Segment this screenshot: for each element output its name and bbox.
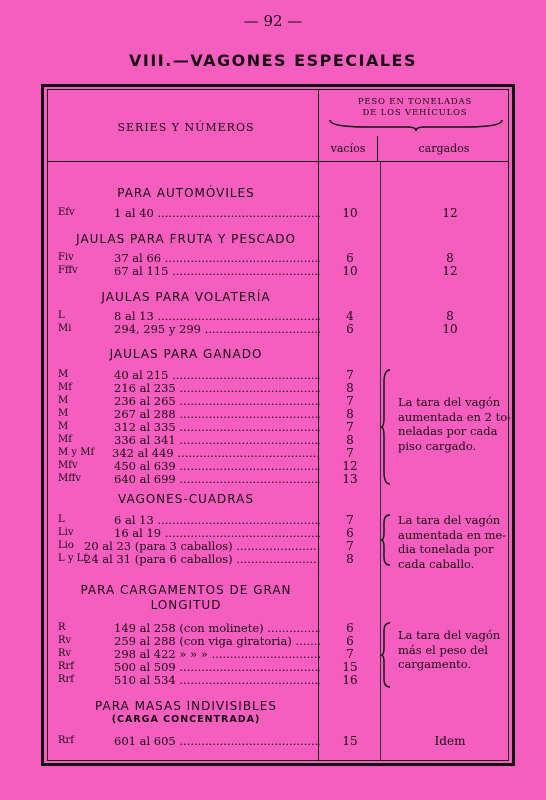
section-subtitle: (CARGA CONCENTRADA) (111, 714, 261, 725)
note-line: aumentada en 2 to- (398, 409, 512, 424)
weight-empty: 6 (346, 621, 354, 635)
section-title: PARA MASAS INDIVISIBLES (95, 699, 277, 713)
series-range: 500 al 509 ..... (114, 660, 320, 674)
header-series: SERIES Y NÚMEROS (117, 121, 255, 134)
series-code: R (58, 622, 66, 633)
weight-loaded: 8 (446, 251, 454, 265)
series-code: Rrf (58, 661, 75, 672)
series-range: 294, 295 y 299 ..... (114, 322, 320, 336)
series-range: 16 al 19 ..... (114, 526, 320, 540)
weight-empty: 8 (346, 407, 354, 421)
weight-empty: 10 (342, 264, 358, 278)
series-range: 40 al 215 ..... (114, 368, 320, 382)
weight-loaded: 12 (442, 206, 458, 220)
note-line: neladas por cada (398, 424, 498, 438)
table-row (58, 539, 320, 553)
weight-empty: 7 (346, 647, 354, 661)
header-weight-line2: DE LOS VEHÍCULOS (362, 108, 468, 118)
table-row (58, 446, 320, 460)
table-row (58, 526, 320, 540)
section-title: PARA AUTOMÓVILES (117, 186, 255, 200)
weight-empty: 7 (346, 446, 354, 460)
weight-empty: 12 (342, 459, 358, 473)
brace-icon (380, 368, 394, 486)
series-code: Rv (58, 648, 72, 659)
weight-empty: 6 (346, 251, 354, 265)
series-range: 510 al 534 ..... (114, 673, 320, 687)
series-range: 149 al 258 (con molinete) ..... (114, 621, 320, 635)
series-code: M (58, 421, 69, 432)
subheader-divider (377, 136, 378, 161)
weight-empty: 15 (342, 734, 358, 748)
series-range: 67 al 115 ..... (114, 264, 320, 278)
series-range: 336 al 341 ..... (114, 433, 320, 447)
note-text (398, 628, 512, 672)
weight-empty: 13 (342, 472, 358, 486)
section-title: JAULAS PARA VOLATERÍA (101, 290, 271, 304)
series-code: Mf (58, 434, 72, 445)
note-line: cargamento. (398, 657, 472, 671)
series-range: 37 al 66 ..... (114, 251, 320, 265)
table-row (58, 552, 320, 566)
series-code: Mffv (58, 473, 81, 484)
series-range: 20 al 23 (para 3 caballos) ..... (84, 539, 320, 553)
series-range: 601 al 605 ..... (114, 734, 320, 748)
section-title: PARA CARGAMENTOS DE GRAN (80, 583, 292, 597)
note-line: dia tonelada por (398, 542, 494, 556)
note-line: La tara del vagón (398, 628, 501, 642)
series-code: Lio (58, 540, 74, 551)
series-code: L y Lf (58, 553, 87, 564)
note-line: piso cargado. (398, 438, 477, 453)
series-range: 236 al 265 ..... (114, 394, 320, 408)
note-line: La tara del vagón (398, 513, 501, 527)
table-row (58, 673, 320, 687)
table-row (58, 251, 320, 265)
note-text (398, 513, 512, 571)
weight-empty: 6 (346, 322, 354, 336)
series-range: 640 al 699 ..... (114, 472, 320, 486)
series-code: Mi (58, 323, 72, 334)
section-title: VAGONES-CUADRAS (118, 492, 254, 506)
series-code: Rrf (58, 735, 75, 746)
series-range: 6 al 13 ..... (114, 513, 320, 527)
brace-icon (380, 513, 394, 567)
note-line: aumentada en me- (398, 527, 507, 542)
section-title: JAULAS PARA FRUTA Y PESCADO (76, 232, 296, 246)
series-code: M y Mf (58, 447, 95, 458)
weight-empty: 7 (346, 513, 354, 527)
table-row (58, 513, 320, 527)
table-row (58, 381, 320, 395)
header-loaded: cargados (418, 142, 470, 155)
weight-empty: 7 (346, 394, 354, 408)
table-row (58, 322, 320, 336)
series-code: M (58, 395, 69, 406)
table-row (58, 206, 320, 220)
series-code: Rv (58, 635, 72, 646)
series-range: 267 al 288 ..... (114, 407, 320, 421)
weight-empty: 6 (346, 526, 354, 540)
brace-icon (380, 621, 394, 689)
table-row (58, 394, 320, 408)
series-code: L (58, 310, 65, 321)
series-code: Fffv (58, 265, 78, 276)
table-row (58, 309, 320, 323)
series-code: L (58, 514, 65, 525)
weight-empty: 7 (346, 368, 354, 382)
table-row (58, 420, 320, 434)
weight-empty: 7 (346, 420, 354, 434)
weight-empty: 6 (346, 634, 354, 648)
note-line: La tara del vagón (398, 395, 501, 409)
series-code: Efv (58, 207, 75, 218)
weight-empty: 4 (346, 309, 354, 323)
section-title: LONGITUD (150, 598, 222, 612)
table-row (58, 433, 320, 447)
weight-empty: 10 (342, 206, 358, 220)
table-row (58, 264, 320, 278)
series-code: Mf (58, 382, 72, 393)
series-code: Mfv (58, 460, 78, 471)
section-title: JAULAS PARA GANADO (109, 347, 263, 361)
series-range: 259 al 288 (con viga giratoria) ..... (114, 634, 320, 648)
table-row (58, 734, 320, 748)
weight-loaded: 12 (442, 264, 458, 278)
series-code: Liv (58, 527, 74, 538)
weight-empty: 8 (346, 433, 354, 447)
table-row (58, 459, 320, 473)
series-code: Rrf (58, 674, 75, 685)
note-text (398, 395, 512, 453)
series-range: 216 al 235 ..... (114, 381, 320, 395)
table-row (58, 368, 320, 382)
weight-loaded: 8 (446, 309, 454, 323)
series-range: 298 al 422 » » » ..... (114, 647, 320, 661)
table-row (58, 472, 320, 486)
page-number: — 92 — (243, 12, 303, 30)
table-row (58, 634, 320, 648)
weight-loaded: 10 (442, 322, 458, 336)
note-line: más el peso del (398, 642, 488, 657)
weight-loaded: Idem (434, 734, 466, 748)
note-line: cada caballo. (398, 556, 475, 571)
series-range: 450 al 639 ..... (114, 459, 320, 473)
weight-empty: 8 (346, 381, 354, 395)
weight-empty: 16 (342, 673, 358, 687)
series-code: M (58, 408, 69, 419)
page-title: VIII.—VAGONES ESPECIALES (129, 51, 417, 70)
series-code: Fiv (58, 252, 74, 263)
series-range: 1 al 40 ..... (114, 206, 320, 220)
weight-empty: 15 (342, 660, 358, 674)
header-weight-line1: PESO EN TONELADAS (357, 97, 473, 107)
series-range: 312 al 335 ..... (114, 420, 320, 434)
series-range: 8 al 13 ..... (114, 309, 320, 323)
header-rule (47, 161, 509, 162)
weight-empty: 7 (346, 539, 354, 553)
series-range: 24 al 31 (para 6 caballos) ..... (84, 552, 320, 566)
brace-icon (328, 118, 504, 132)
series-code: M (58, 369, 69, 380)
series-range: 342 al 449 ..... (112, 446, 320, 460)
table-row (58, 407, 320, 421)
table-row (58, 621, 320, 635)
weight-empty: 8 (346, 552, 354, 566)
header-empty: vacíos (330, 142, 366, 155)
table-row (58, 660, 320, 674)
table-row (58, 647, 320, 661)
